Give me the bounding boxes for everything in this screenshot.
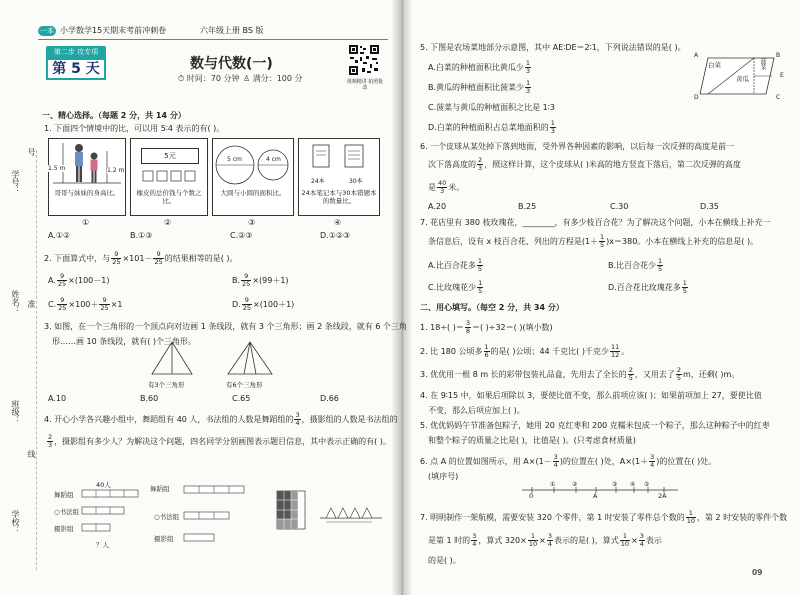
q5-pt-e: E — [780, 72, 784, 79]
q4-line-2-text: ，摄影组有多少人？为解决这个问题，四名同学分别画图表示题目信息，其中表示正确的有( )。 — [54, 437, 391, 446]
fill-2-n: 1 — [484, 343, 489, 351]
header-rule — [38, 39, 388, 40]
fill-7-frac-3 — [528, 533, 538, 548]
q1-num-2: ② — [164, 218, 172, 227]
fill-7-frac — [686, 510, 696, 525]
q4a-bars — [80, 486, 144, 542]
small-circle-diameter: 4 cm — [266, 156, 281, 163]
q2-a-text: ×(100－1) — [68, 276, 110, 285]
q4a-photo-label: 摄影组 — [54, 525, 74, 533]
q4-frac-1-n: 3 — [295, 411, 300, 419]
q1-panel-2 — [130, 138, 208, 216]
fill-7-n6: 3 — [639, 532, 644, 540]
q7-c-text: C.比玫瑰花少 — [428, 283, 477, 292]
q3-option-d[interactable]: D.66 — [320, 394, 339, 403]
fill-7-d2: 4 — [472, 540, 477, 548]
q2-d-frac-n: 9 — [242, 297, 252, 305]
triangles-figure — [150, 340, 300, 380]
fill-7h: 表示 — [645, 536, 662, 545]
fill-5-line-2: 和整个粽子的质量之比是( )，比值是( )。(只考虑食材质量) — [428, 436, 636, 445]
q6-line-3 — [428, 180, 464, 195]
q7-d-text: D.百合花比玫瑰花多 — [608, 283, 681, 292]
fill-1a: 1. 18÷( )＝ — [420, 323, 464, 332]
q4-frac-2-n: 2 — [48, 433, 53, 441]
fill-7-line-1 — [420, 510, 787, 525]
q2-b-frac — [241, 273, 251, 288]
series-logo: 一本 — [40, 27, 54, 35]
q4a-unknown-label: ？人 — [96, 541, 109, 549]
fill-7f: × — [539, 536, 546, 545]
q4-line-2 — [46, 434, 391, 449]
fill-7-n5: 1 — [620, 533, 630, 541]
q6-option-c[interactable]: C.30 — [610, 202, 629, 211]
q3-option-c[interactable]: C.65 — [232, 394, 251, 403]
q7-b-n: 1 — [658, 257, 663, 265]
q5-a-n: 1 — [525, 59, 531, 67]
q2-frac-1 — [111, 251, 121, 266]
q2-stem-b: ×101－ — [122, 254, 153, 263]
nl-tick-a: A — [593, 492, 598, 500]
q4a-40-label: 40人 — [96, 481, 111, 489]
qr-caption: 视频精讲 拍照批改 — [346, 79, 384, 91]
score-label: ♙ 满分：100 分 — [243, 74, 303, 83]
q6-line-3a: 是 — [428, 183, 436, 192]
fill-2c: 。 — [621, 347, 630, 356]
qr-code-icon[interactable] — [348, 44, 380, 76]
fill-3-d: 5 — [628, 374, 633, 382]
q7-frac-n: 1 — [600, 233, 605, 241]
q4-frac-2-d: 3 — [48, 441, 53, 449]
page-title: 数与代数(一) — [190, 56, 273, 72]
fill-6-d2: 4 — [650, 461, 655, 469]
q5-d-d: 3 — [550, 127, 555, 135]
label-seat: 号 — [27, 148, 36, 156]
q5-cabbage-label: 白菜 — [708, 61, 721, 69]
q5-pt-a: A — [694, 52, 699, 59]
q5-d-frac — [550, 120, 556, 135]
q7-c-d: 5 — [478, 287, 483, 295]
q4c-grid — [276, 490, 306, 530]
q6-frac — [477, 157, 483, 172]
q1-books-2: 30本 — [349, 178, 363, 185]
q6-line-3b: 米。 — [448, 183, 465, 192]
q7-b-frac — [657, 258, 663, 273]
fill-2 — [420, 344, 629, 359]
q4-frac-2 — [47, 434, 53, 449]
q1-option-b[interactable]: B.①③ — [130, 231, 153, 240]
fill-7-n: 1 — [686, 510, 696, 518]
q1-panel-4 — [298, 138, 380, 216]
q4b-dance-label: 舞蹈组 — [150, 485, 170, 493]
q7-b-d: 5 — [658, 265, 663, 273]
q7-line-2b: )x＝380。小本在横线上补充的信息是( )。 — [606, 237, 759, 246]
q5-option-c[interactable]: C.菠菜与黄瓜的种植面积之比是 1∶3 — [428, 103, 555, 112]
q2-option-d[interactable]: D. $\frac{9}{25}$ ×(100＋1) — [232, 296, 295, 312]
fill-6-frac — [553, 454, 559, 469]
q1-panel-1 — [48, 138, 126, 216]
q6-frac-2-d: 3 — [440, 187, 445, 195]
q4b-bars — [182, 478, 252, 548]
fill-2a: 2. 比 180 公顷多 — [420, 347, 483, 356]
q3-caption-2: 有6个三角形 — [226, 381, 263, 389]
q2-c-frac-2-n: 9 — [99, 297, 109, 305]
nl-tick-2: ② — [572, 481, 578, 488]
q4a-dance-label: 舞蹈组 — [54, 491, 74, 499]
q5-a-d: 3 — [525, 67, 531, 75]
fill-7-n3: 1 — [528, 533, 538, 541]
fill-7-frac-5 — [620, 533, 630, 548]
q7-option-a[interactable] — [428, 258, 484, 273]
q1-caption-2: 橡皮的总价钱与个数之比。 — [136, 189, 202, 205]
q6-option-b[interactable]: B.25 — [518, 202, 537, 211]
fill-7e: ，算式 320× — [478, 536, 527, 545]
label-school: 学校： — [11, 510, 20, 534]
label-name: 姓名： — [11, 290, 20, 314]
q6-line-2 — [428, 157, 741, 172]
q4b-photo-label: 摄影组 — [154, 535, 174, 543]
q2-frac-1-n: 9 — [111, 251, 121, 259]
q4-line-1a: 4. 开心小学各兴趣小组中，舞蹈组有 40 人，书法组的人数是舞蹈组的 — [44, 415, 294, 424]
q4-frac-1-d: 4 — [295, 419, 300, 427]
q1-books-1: 24本 — [311, 178, 325, 185]
q1-stem: 1. 下面四个情境中的比，可以用 5∶4 表示的有( )。 — [44, 124, 225, 133]
circles-figure — [213, 139, 293, 189]
q2-option-c[interactable]: C. $\frac{9}{25}$ ×100＋ $\frac{9}{25}$ ×1 — [48, 296, 123, 312]
q2-b-frac-d: 25 — [242, 280, 251, 288]
q7-line-1: 7. 花店里有 380 枝玫瑰花，________，有多少枝百合花？为了解决这个问题，小本在横线上补充一 — [420, 218, 771, 227]
fill-7-frac-6 — [639, 533, 645, 548]
notebooks-icon — [309, 143, 369, 175]
fill-1-n: 3 — [465, 319, 470, 327]
fill-1-frac — [465, 320, 471, 335]
q1-num-1: ① — [82, 218, 90, 227]
q4-line-1b: ，摄影组的人数是书法组的 — [301, 415, 398, 424]
q2-d-frac-d: 25 — [242, 304, 251, 312]
fill-3-d2: 5 — [676, 374, 681, 382]
fill-6a: 6. 点 A 的位置如图所示，用 A×(1－ — [420, 457, 552, 466]
fill-7-d: 10 — [686, 517, 695, 525]
fill-7-d5: 10 — [620, 540, 630, 548]
fill-1b: ＝( )÷32＝( )(填小数) — [471, 323, 553, 332]
label-class: 班级： — [11, 400, 20, 424]
q5-pt-d: D — [694, 94, 699, 101]
time-text: 时间：70 分钟 — [186, 74, 240, 83]
q5-option-d[interactable] — [428, 120, 557, 135]
q2-c-frac-1 — [57, 297, 67, 312]
q2-c-text-a: ×100＋ — [68, 300, 99, 309]
fill-6b: )的位置在( )处，A×(1＋ — [559, 457, 649, 466]
q2-stem — [44, 251, 238, 266]
q7-a-n: 1 — [477, 257, 483, 265]
q4b-calli-text: 书法组 — [159, 513, 180, 521]
q6-option-a[interactable]: A.20 — [428, 202, 447, 211]
q7-line-2 — [428, 234, 758, 249]
q6-frac-n: 2 — [478, 156, 483, 164]
q1-num-4: ④ — [334, 218, 342, 227]
q3-option-b[interactable]: B.60 — [140, 394, 159, 403]
fill-2-d2: 12 — [610, 351, 620, 359]
q5-a-text: A.白菜的种植面积比黄瓜少 — [428, 63, 524, 72]
label-zhun: 准 — [27, 300, 36, 308]
q5-a-frac — [525, 60, 531, 75]
fill-7a: 7. 明明制作一架航模，需要安装 320 个零件，第 1 时安装了零件总个数的 — [420, 513, 685, 522]
q2-c-text-b: ×1 — [110, 300, 123, 309]
q2-stem-c: 的结果相等的是( )。 — [164, 254, 238, 263]
fill-2-frac — [484, 344, 490, 359]
q6-line-2b: ，照这样计算，这个皮球从( )米高的地方竖直下落后，第二次反弹的高度 — [484, 160, 741, 169]
fill-3c: m，还剩( )m。 — [682, 370, 740, 379]
q5-b-frac — [525, 80, 531, 95]
q7-c-frac — [477, 280, 483, 295]
q2-d-text: ×(100＋1) — [252, 300, 295, 309]
q2-option-a[interactable]: A. $\frac{9}{25}$ ×(100－1) — [48, 272, 110, 288]
fill-2b: 的是( )公顷；44 千克比( )千克少 — [490, 347, 609, 356]
q4-line-1 — [44, 412, 398, 427]
q3-line-1: 3. 如图，在一个三角形的一个顶点向对边画 1 条线段，就有 3 个三角形；画 2 条线段，就有 6 个三角 — [44, 322, 407, 331]
fill-3-n2: 2 — [676, 366, 681, 374]
q7-d-d: 5 — [682, 287, 687, 295]
edition-label: 六年级上册 BS 版 — [200, 26, 264, 35]
q7-frac — [599, 234, 605, 249]
q2-a-frac-d: 25 — [57, 280, 67, 288]
q4d-triangles — [318, 498, 384, 528]
q5-d-text: D.白菜的种植面积占总菜地面积的 — [428, 123, 549, 132]
q2-a-frac — [57, 273, 67, 288]
fill-1 — [420, 320, 553, 335]
fill-2-frac-2 — [610, 344, 620, 359]
q7-frac-d: 5 — [600, 241, 605, 249]
section2-heading: 二、用心填写。（每空 2 分，共 34 分） — [420, 303, 564, 312]
q7-line-2a: 条信息后，设有 x 枝百合花，列出的方程是(1＋ — [428, 237, 599, 246]
fill-6-n2: 3 — [650, 453, 655, 461]
q7-a-frac — [477, 258, 483, 273]
q2-frac-2 — [153, 251, 163, 266]
fill-6 — [420, 454, 716, 469]
q5-cucumber-label: 黄瓜 — [736, 75, 749, 83]
fill-6-note: (填序号) — [428, 472, 459, 481]
q5-b-text: B.黄瓜的种植面积比菠菜少 — [428, 83, 525, 92]
fill-1-d: 8 — [465, 327, 470, 335]
fill-7-line-2: 是第 1 时的 $\frac{3}{4}$ ，算式 320× $\frac{1}{10}$ × $\frac{3}{4}$ 表示的是( )，算式 $\frac{1}{10}$ × $\frac{3}{4}$ 表示 — [428, 532, 662, 548]
q4a-calli-text: 书法组 — [59, 508, 80, 516]
fill-7-frac-2 — [471, 533, 477, 548]
q1-panel-3 — [212, 138, 294, 216]
q5-b-d: 3 — [526, 87, 531, 95]
q1-caption-1: 哥哥与妹妹的身高比。 — [54, 189, 120, 197]
nl-tick-5: ⑤ — [644, 481, 650, 488]
q5-b-n: 1 — [526, 79, 531, 87]
fill-2-d: 6 — [484, 351, 489, 359]
q2-frac-2-d: 25 — [154, 258, 163, 266]
fill-7c: 是第 1 时的 — [428, 536, 471, 545]
fill-7b: ，第 2 时安装的零件个数 — [697, 513, 788, 522]
fill-6-n: 3 — [553, 453, 558, 461]
nl-tick-0: 0 — [529, 492, 534, 500]
q7-a-d: 5 — [477, 265, 483, 273]
nl-tick-4: ④ — [630, 481, 636, 488]
fill-7-line-3: 的是( )。 — [428, 556, 461, 565]
fill-6-frac-2 — [649, 454, 655, 469]
q1-height-2: 1.2 m — [107, 167, 125, 174]
fill-3 — [420, 367, 739, 382]
q5-pt-c: C — [776, 94, 781, 101]
nl-tick-3: ③ — [612, 481, 618, 488]
q4b-calli-label: ○书法组 — [154, 513, 180, 521]
q2-b-text: ×(99＋1) — [252, 276, 289, 285]
q1-option-d[interactable]: D.①②③ — [320, 231, 351, 240]
q2-a-frac-n: 9 — [57, 273, 67, 281]
q4a-calli-label: ○书法组 — [54, 508, 80, 516]
q7-d-n: 1 — [682, 279, 687, 287]
fill-4-line-2: 不变，那么后项应加上( )。 — [428, 406, 525, 415]
q5-stem: 5. 下图是农场菜地部分示意图，其中 AE∶DE＝2∶1，下列说法错误的是( )。 — [420, 43, 686, 52]
label-line: 线 — [27, 450, 36, 458]
q3-caption-1: 有3个三角形 — [148, 381, 185, 389]
fill-3-frac — [628, 367, 634, 382]
price-tag: 5元 — [141, 148, 199, 164]
q4-diagrams — [54, 460, 384, 560]
q5-option-b[interactable] — [428, 80, 532, 95]
q1-caption-4: 24本笔记本与30本错题本的数量比。 — [301, 189, 377, 205]
q7-option-d[interactable] — [608, 280, 689, 295]
q2-frac-1-d: 25 — [112, 258, 121, 266]
q2-c-frac-2 — [99, 297, 109, 312]
q2-c-frac-1-n: 9 — [57, 297, 67, 305]
q7-option-c[interactable] — [428, 280, 484, 295]
fill-7-d4: 4 — [547, 540, 552, 548]
q6-line-1: 6. 一个皮球从某处掉下落到地面，受外界各种因素的影响，以后每一次反弹的高度是前一 — [420, 142, 735, 151]
q5-d-n: 1 — [550, 119, 555, 127]
q7-d-frac — [682, 280, 688, 295]
score-text: 满分：100 分 — [252, 74, 303, 83]
binding-dotted-line — [36, 150, 37, 570]
q1-option-a[interactable]: A.①② — [48, 231, 71, 240]
label-school-no: 学号： — [11, 170, 20, 194]
number-line — [520, 484, 680, 500]
nl-tick-2a: 2A — [658, 492, 667, 500]
q7-b-text: B.比百合花少 — [608, 261, 657, 270]
q5-pt-b: B — [776, 52, 781, 59]
big-circle-diameter: 5 cm — [227, 156, 242, 163]
q7-c-n: 1 — [478, 279, 483, 287]
siblings-figure — [49, 139, 125, 187]
series-title: 小学数学15天期末考前冲刺卷 — [60, 26, 167, 35]
q2-c-frac-2-d: 25 — [100, 304, 109, 312]
q6-frac-2 — [437, 180, 447, 195]
day-label: 第 5 天 — [46, 58, 106, 80]
q3-line-2: 形……画 10 条线段，就有( )个三角形。 — [52, 337, 197, 346]
q6-frac-d: 3 — [478, 164, 483, 172]
nl-tick-1: ① — [550, 481, 556, 488]
time-label: ⏱ 时间：70 分钟 — [178, 74, 240, 83]
fill-3b: ，又用去了 — [634, 370, 675, 379]
q2-stem-a: 2. 下面算式中，与 — [44, 254, 111, 263]
page-number: 09 — [752, 568, 763, 577]
q3-option-a[interactable]: A.10 — [48, 394, 67, 403]
q5-option-a[interactable] — [428, 60, 532, 75]
fill-3a: 3. 优优用一根 8 m 长的彩带包装礼品盒，先用去了全长的 — [420, 370, 627, 379]
q2-d-frac — [242, 297, 252, 312]
q2-b-frac-n: 9 — [241, 273, 251, 281]
fill-5-line-1: 5. 优优妈妈午节准备包粽子，她用 20 克红枣和 200 克糯米包成一个粽子，那么这种粽子中的红枣 — [420, 421, 770, 430]
q4-frac-1 — [294, 412, 300, 427]
q6-option-d[interactable]: D.35 — [700, 202, 719, 211]
fill-2-n2: 11 — [610, 343, 620, 351]
fill-3-frac-2 — [676, 367, 682, 382]
q1-height-1: 1.5 m — [48, 165, 66, 172]
q2-option-b[interactable]: B. $\frac{9}{25}$ ×(99＋1) — [232, 272, 289, 288]
fill-7-d6: 4 — [639, 540, 644, 548]
q7-option-b[interactable] — [608, 258, 664, 273]
q6-frac-2-n: 40 — [438, 179, 447, 187]
fill-7-n4: 3 — [547, 532, 552, 540]
q1-option-c[interactable]: C.②③ — [230, 231, 253, 240]
book-gutter — [392, 0, 412, 595]
erasers-icon — [141, 167, 197, 185]
fill-7g: 表示的是( )，算式 — [553, 536, 619, 545]
q2-frac-2-n: 9 — [153, 251, 163, 259]
q2-c-frac-1-d: 25 — [58, 304, 67, 312]
fill-6c: )的位置在( )处。 — [656, 457, 717, 466]
fill-7-d3: 10 — [528, 540, 538, 548]
fill-6-d: 4 — [553, 461, 558, 469]
q6-line-2a: 次下落高度的 — [428, 160, 476, 169]
fill-4-line-1: 4. 在 9∶15 中，如果后项除以 3，要使比值不变，那么前项应该( )；如果前项加上 27，要使比值 — [420, 391, 762, 400]
stage-badge: 第二步 攻专项 — [46, 46, 106, 58]
q7-a-text: A.比百合花多 — [428, 261, 476, 270]
fill-7-n2: 3 — [472, 532, 477, 540]
fill-7-frac-4 — [547, 533, 553, 548]
q1-num-3: ③ — [248, 218, 256, 227]
q5-spinach-label: 菠菜 — [759, 58, 766, 70]
q1-caption-3: 大圆与小圆的面积比。 — [220, 189, 286, 197]
fill-3-n: 2 — [628, 366, 633, 374]
section1-heading: 一、精心选择。（每题 2 分，共 14 分） — [42, 111, 186, 120]
